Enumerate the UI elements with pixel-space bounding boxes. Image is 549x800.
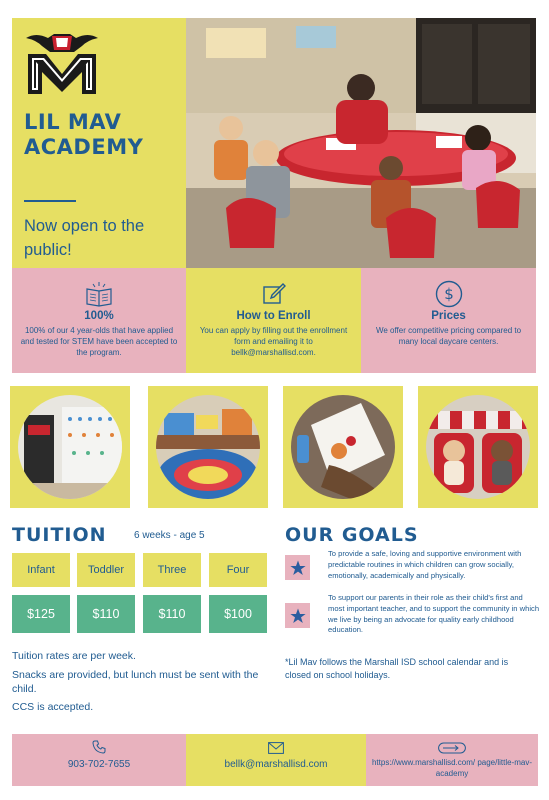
star-icon <box>285 555 310 580</box>
tuition-note-snacks: Snacks are provided, but lunch must be sent with the child. <box>12 669 259 695</box>
info-card-prices <box>361 268 536 373</box>
star-icon <box>285 603 310 628</box>
photo-tile-wall <box>10 386 130 508</box>
tuition-heading: TUITION <box>12 524 107 546</box>
info-text-prices: We offer competitive pricing compared to many local daycare centers. <box>375 326 522 346</box>
phone-icon <box>12 734 186 754</box>
calendar-note: *Lil Mav follows the Marshall ISD school calendar and is closed on school holidays. <box>285 657 509 680</box>
age-toddler: Toddler <box>77 553 135 587</box>
photo-tile-activity <box>283 386 403 508</box>
goals-heading: OUR GOALS <box>285 524 419 546</box>
info-title-enroll: How to Enroll <box>236 310 311 322</box>
tagline: Now open to the public! <box>24 217 145 259</box>
website-url[interactable]: https://www.marshallisd.com/ page/little-mav-academy <box>371 758 533 778</box>
info-title-stem: 100% <box>84 310 114 322</box>
tuition-note-ccs: CCS is accepted. <box>12 701 94 713</box>
goal-item-parents: To support our parents in their role as their child's first and most important teacher, and to support the community in which we live by being an advocate for quality early childhood education. <box>328 593 540 635</box>
tuition-age-range: 6 weeks - age 5 <box>134 530 205 541</box>
classroom-rug-photo <box>156 395 260 499</box>
art-activity-photo <box>291 395 395 499</box>
page-title: LIL MAV ACADEMY <box>24 110 144 159</box>
classroom-wall-photo <box>18 395 122 499</box>
info-card-stem <box>12 268 186 373</box>
photo-tile-classroom <box>148 386 268 508</box>
open-book-icon <box>20 280 178 308</box>
email-address[interactable]: bellk@marshallisd.com <box>224 759 328 770</box>
price-infant: $125 <box>12 595 70 633</box>
tuition-note-weekly: Tuition rates are per week. <box>12 650 136 662</box>
edit-form-icon <box>194 280 353 308</box>
age-four: Four <box>209 553 267 587</box>
mavericks-logo <box>22 30 102 98</box>
footer-phone[interactable] <box>12 734 186 786</box>
photo-tile-infants <box>418 386 538 508</box>
info-card-enroll <box>186 268 361 373</box>
price-four: $100 <box>209 595 267 633</box>
mail-icon <box>186 734 366 754</box>
infants-photo <box>426 395 530 499</box>
footer-email[interactable] <box>186 734 366 786</box>
price-three: $110 <box>143 595 201 633</box>
footer-website[interactable] <box>366 734 538 786</box>
title-divider <box>24 200 76 202</box>
info-title-prices: Prices <box>431 310 466 322</box>
age-infant: Infant <box>12 553 70 587</box>
age-three: Three <box>143 553 201 587</box>
classroom-hero-photo <box>186 18 536 268</box>
goal-item-environment: To provide a safe, loving and supportive environment with predictable routines in which children can grow socially, emotionally, academically and physically. <box>328 549 522 580</box>
info-text-stem: 100% of our 4 year-olds that have applied and tested for STEM have been accepted to the program. <box>20 326 178 357</box>
price-toddler: $110 <box>77 595 135 633</box>
dollar-icon <box>369 280 528 308</box>
info-text-enroll: You can apply by filling out the enrollment form and emailing it to bellk@marshallisd.com. <box>199 326 348 357</box>
web-link-icon <box>366 734 538 754</box>
phone-number[interactable]: 903-702-7655 <box>67 759 131 770</box>
svg-text:$: $ <box>443 285 454 303</box>
